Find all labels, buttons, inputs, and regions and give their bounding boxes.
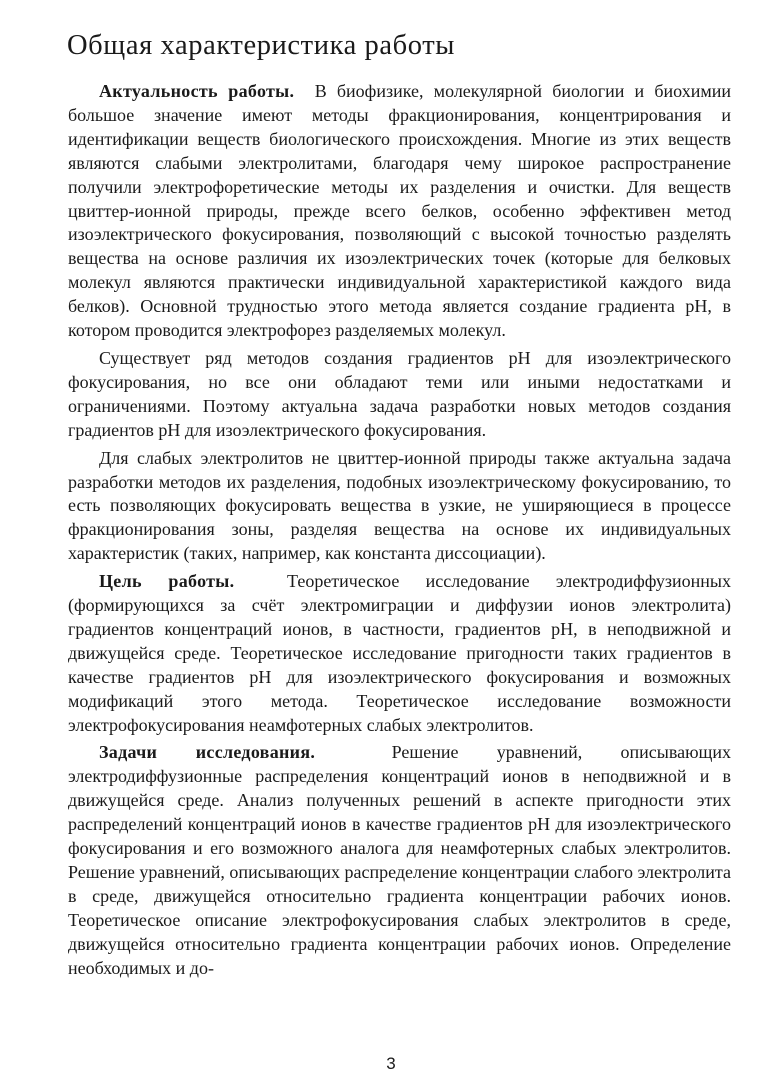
paragraph-lead: Цель работы.: [99, 571, 235, 592]
paragraph-text: Для слабых электролитов не цвиттер-ионной природы также актуальна задача разработки методов их разделения, подобных изоэлектрическому фокусированию, то есть позволяющих фокусировать вещества в узкие, не уширяющиеся в процессе фракционирования зоны, разделяя вещества на основе их индивидуальных характеристик (таких, например, как константа диссоциации).: [68, 447, 731, 564]
page-number: 3: [386, 1054, 396, 1073]
paragraph-text: Теоретическое исследование электродиффузионных (формирующихся за счёт электромиграции и диффузии ионов электролита) градиентов концентраций ионов, в частности, градиентов pH, в неподвижной и движущейся среде. Теоретическое исследование пригодности таких градиентов в качестве градиентов pH для изоэлектрического фокусирования и возможных модификаций этого метода. Теоретическое исследование возможности электрофокусирования неамфотерных слабых электролитов.: [68, 571, 732, 735]
paragraph-tasks: [68, 741, 731, 980]
paragraph-text: Существует ряд методов создания градиентов pH для изоэлектрического фокусирования, но все они обладают теми или иными недостатками и ограничениями. Поэтому актуальна задача разработки новых методов создания градиентов pH для изоэлектрического фокусирования.: [68, 347, 731, 440]
paragraph-methods: [68, 347, 731, 443]
paragraph-lead: Задачи исследования.: [99, 742, 316, 763]
paragraph-text: Решение уравнений, описывающих электродиффузионные распределения концентраций ионов в неподвижной и в движущейся среде. Анализ полученных решений в аспекте пригодности этих распределений концентраций ионов в качестве градиентов pH для изоэлектрического фокусирования и его возможного аналога для неамфотерных слабых электролитов. Решение уравнений, описывающих распределение концентрации слабого электролита в среде, движущейся относительно градиента концентрации рабочих ионов. Теоретическое описание электрофокусирования слабых электролитов в среде, движущейся относительно градиента концентрации рабочих ионов. Определение необходимых и до-: [68, 742, 732, 978]
paragraph-weak-electrolytes: [68, 447, 731, 567]
section-heading: Общая характеристика работы: [67, 30, 456, 61]
paragraph-lead: Актуальность работы.: [99, 81, 295, 101]
paragraph-goal: [68, 570, 731, 737]
paragraph-relevance: [68, 80, 731, 343]
document-body: [68, 80, 731, 985]
paragraph-text: В биофизике, молекулярной биологии и биохимии большое значение имеют методы фракционирования, концентрирования и идентификации веществ биологического происхождения. Многие из этих веществ являются слабыми электролитами, благодаря чему широкое распространение получили электрофоретические методы их разделения и очистки. Для веществ цвиттер-ионной природы, прежде всего белков, особенно эффективен метод изоэлектрического фокусирования, позволяющий с высокой точностью разделять вещества на основе различия их изоэлектрических точек (которые для белковых молекул являются практически индивидуальной характеристикой каждого вида белков). Основной трудностью этого метода является создание градиента pH, в котором проводится электрофорез разделяемых молекул.: [68, 81, 731, 341]
